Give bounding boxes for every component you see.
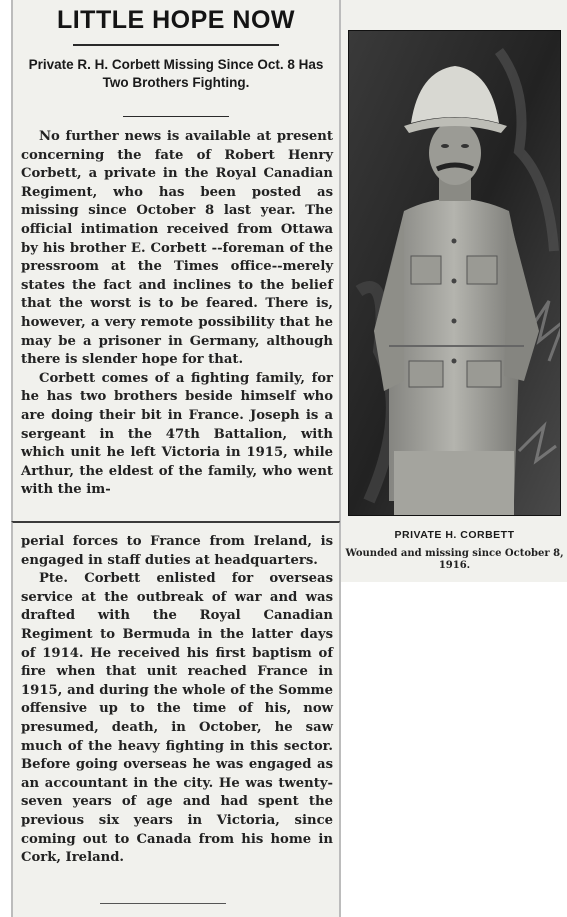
paragraph: Corbett comes of a fighting family, for he has two brothers beside himself who are doing their bit in France. Joseph is a sergeant in the 47th Battalion, with which unit he left Victoria in 1915, while Arthur, the eldest of the family, who went with the im-	[21, 370, 333, 498]
soldier-portrait-image	[349, 31, 560, 515]
photo-caption-text: Wounded and missing since October 8, 1916.	[345, 548, 564, 571]
portrait-photo	[348, 30, 561, 516]
subhead-rule	[123, 116, 229, 117]
article-column-bottom	[11, 521, 341, 917]
article-column-top	[11, 0, 341, 521]
paragraph: Pte. Corbett enlisted for overseas service at the outbreak of war and was drafted with the Royal Canadian Regiment to Bermuda in the latter days of 1914. He received his first baptism of fire when that unit reached France in 1915, and during the whole of the Somme offensive up to the time of his, now presumed, death, in October, he saw much of the heavy fighting in this sector. Before going overseas he was engaged as an accountant in the city. He was twenty-seven years of age and had spent the previous six years in Victoria, since coming out to Canada from his home in Cork, Ireland.	[21, 571, 333, 866]
headline: LITTLE HOPE NOW	[56, 6, 296, 34]
paragraph: No further news is available at present concerning the fate of Robert Henry Corbett, a private in the Royal Canadian Regiment, who has been posted as missing since October 8 last year. The official intimation received from Ottawa by his brother E. Corbett --foreman of the pressroom at the Times office--merely states the fact and inclines to the belief that the worst is to be feared. There is, however, a very remote possibility that he may be a prisoner in Germany, although there is slender hope for that.	[21, 129, 333, 368]
headline-rule	[73, 44, 279, 46]
article-body-bottom	[21, 533, 333, 868]
photo-panel	[340, 0, 567, 582]
article-body-top	[21, 128, 333, 500]
paragraph: perial forces to France from Ireland, is engaged in staff duties at headquarters.	[21, 534, 333, 568]
photo-caption-title: PRIVATE H. CORBETT	[394, 529, 515, 541]
end-rule	[100, 903, 226, 904]
subheadline: Private R. H. Corbett Missing Since Oct. 8 Has Two Brothers Fighting.	[28, 57, 324, 90]
